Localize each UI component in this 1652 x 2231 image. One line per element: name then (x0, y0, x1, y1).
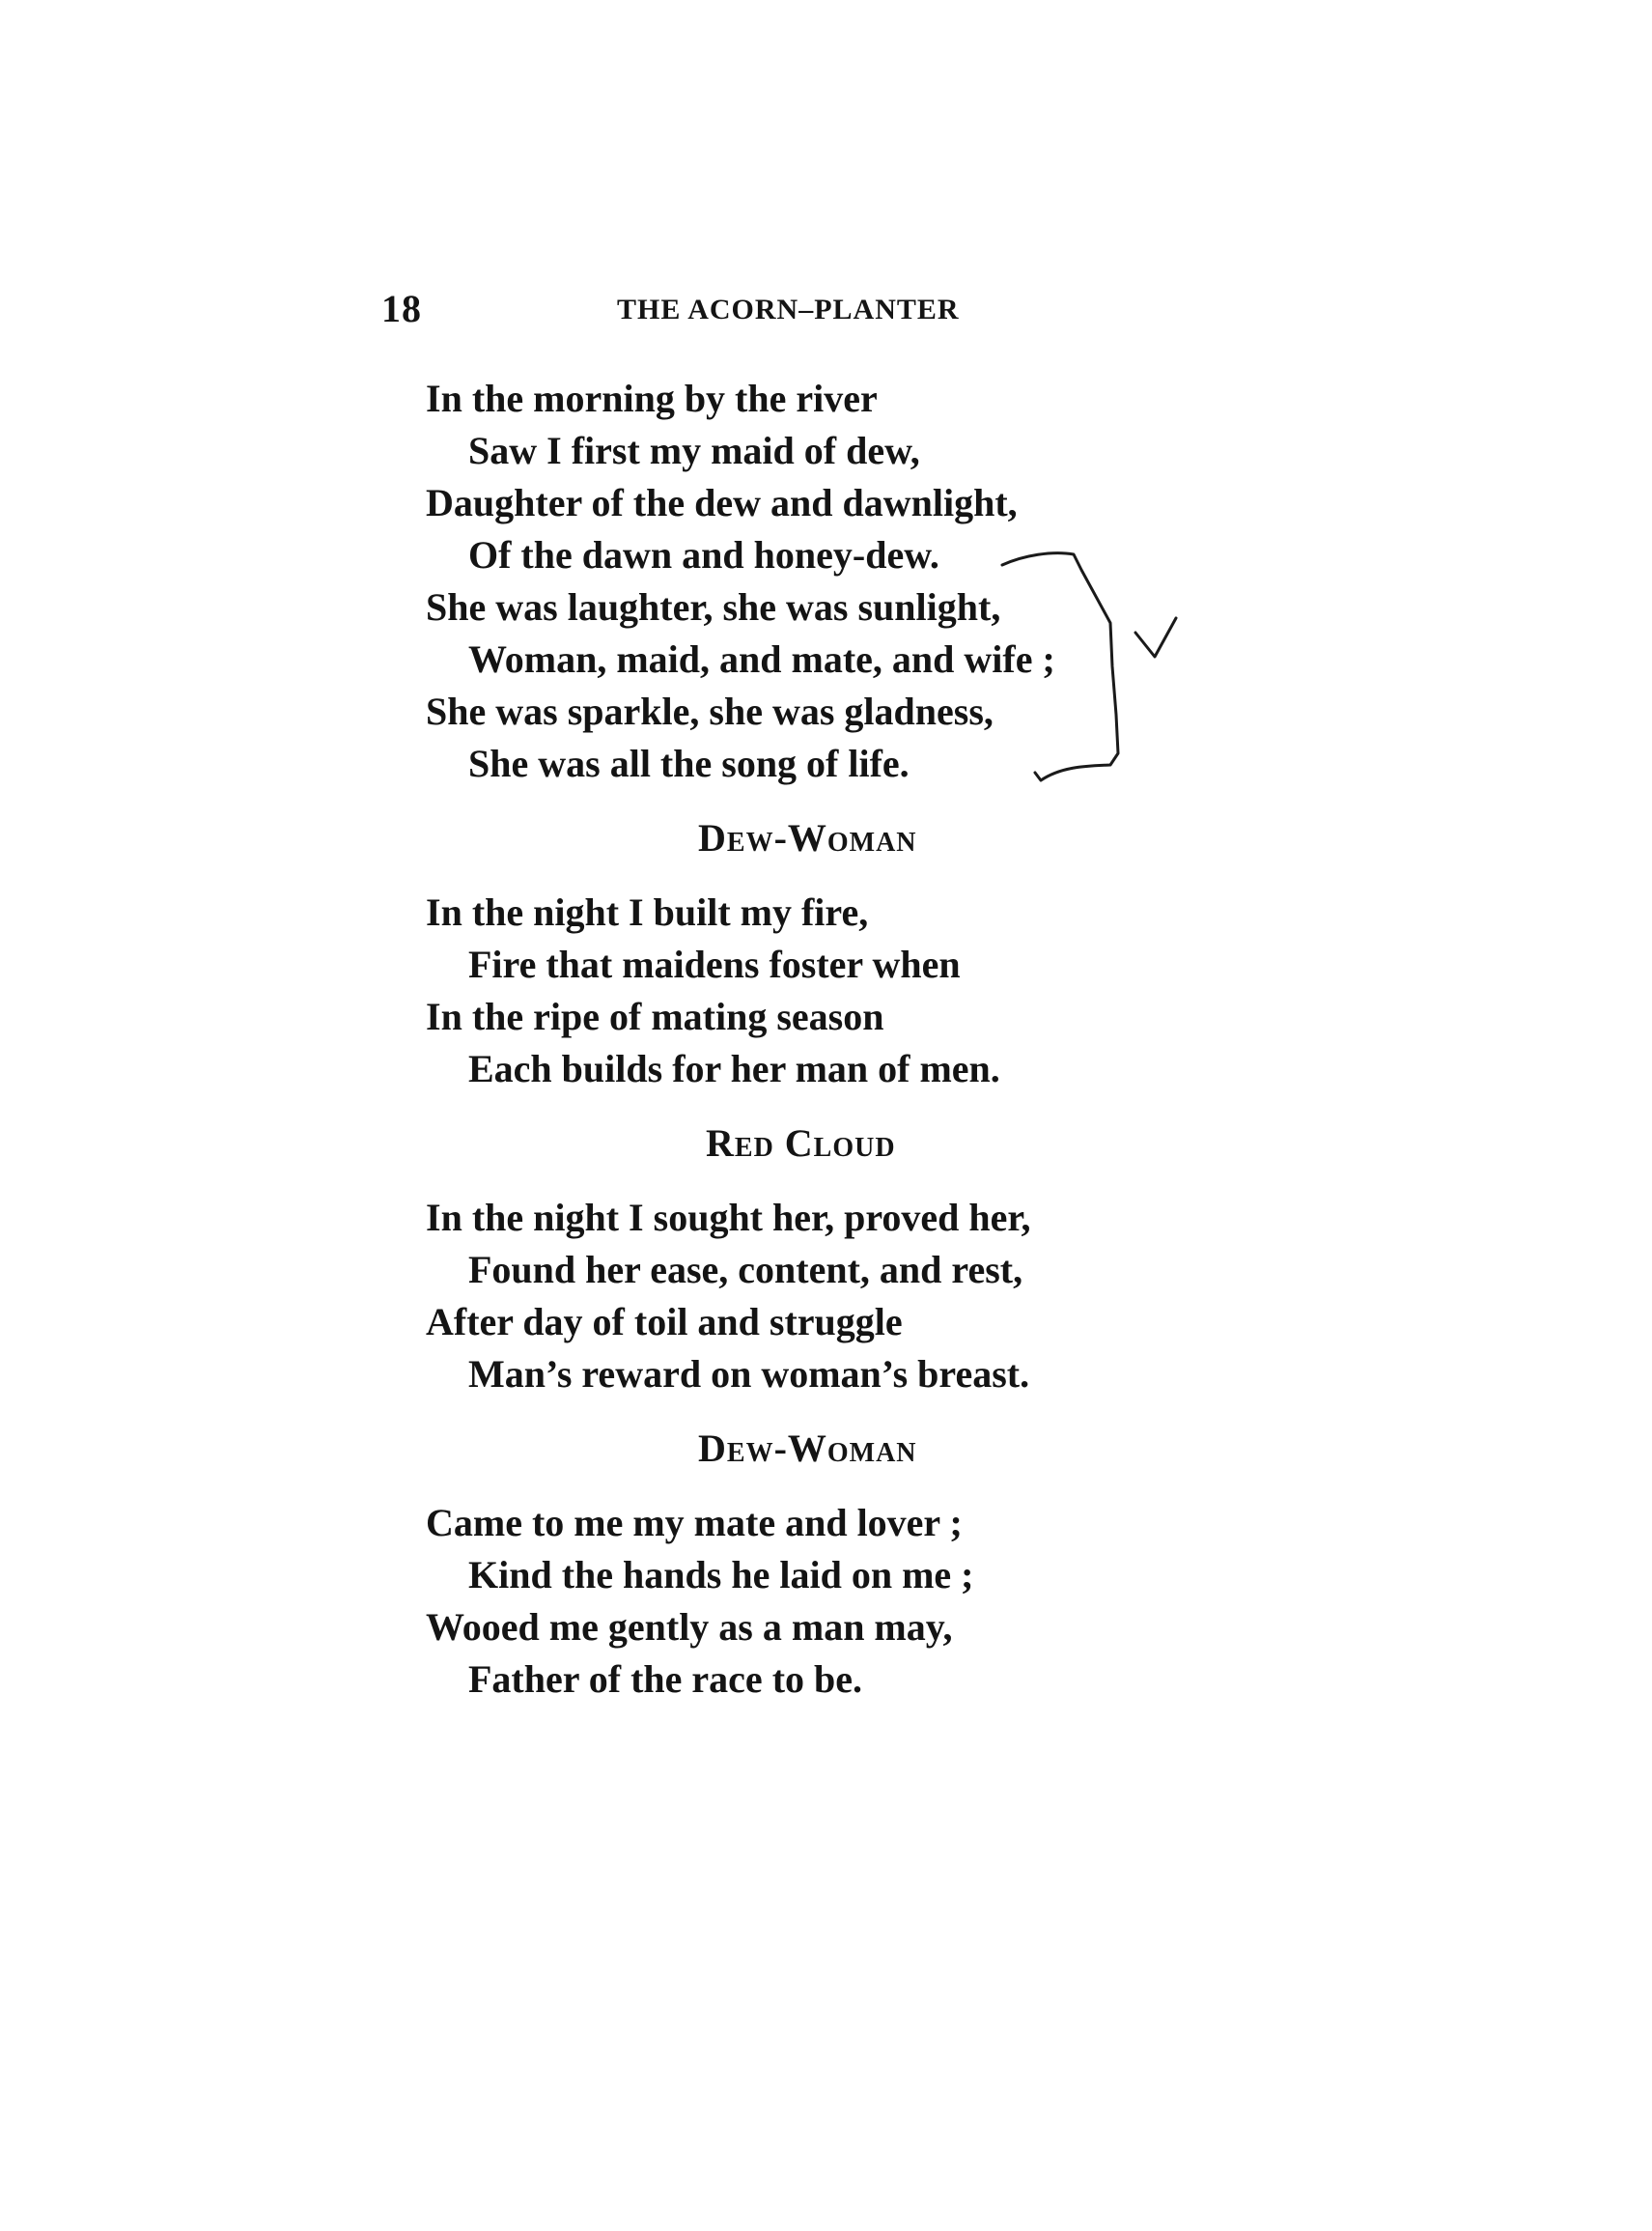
poem-line: Wooed me gently as a man may, (426, 1605, 953, 1649)
poem-line: Saw I first my maid of dew, (468, 429, 920, 472)
speaker-heading-red-cloud: Red Cloud (706, 1121, 896, 1165)
poem-line: Man’s reward on woman’s breast. (468, 1352, 1030, 1396)
page-number: 18 (381, 287, 422, 330)
poem-line: In the morning by the river (426, 377, 878, 420)
poem-line: Father of the race to be. (468, 1657, 863, 1701)
poem (426, 373, 1295, 1706)
poem-line: Daughter of the dew and dawnlight, (426, 481, 1018, 524)
speaker-heading-dew-woman: Dew-Woman (698, 1426, 917, 1470)
poem-line: She was sparkle, she was gladness, (426, 690, 994, 733)
stanza-1 (426, 373, 1295, 790)
poem-line: Kind the hands he laid on me ; (468, 1553, 974, 1596)
speaker-heading-dew-woman: Dew-Woman (698, 816, 917, 860)
running-head (381, 286, 1057, 334)
stanza-2 (426, 887, 1295, 1095)
poem-line: She was laughter, she was sunlight, (426, 585, 1001, 629)
poem-line: In the ripe of mating season (426, 995, 884, 1038)
book-title: THE ACORN–PLANTER (617, 294, 960, 325)
poem-line: In the night I built my fire, (426, 890, 869, 934)
stanza-3 (426, 1192, 1295, 1400)
poem-line: Came to me my mate and lover ; (426, 1501, 963, 1544)
poem-line: Of the dawn and honey-dew. (468, 533, 939, 577)
poem-line: In the night I sought her, proved her, (426, 1196, 1031, 1239)
poem-line: She was all the song of life. (468, 742, 910, 785)
stanza-4 (426, 1497, 1295, 1706)
poem-line: Fire that maidens foster when (468, 943, 961, 986)
poem-line: After day of toil and struggle (426, 1300, 903, 1343)
poem-line: Found her ease, content, and rest, (468, 1248, 1023, 1291)
poem-line: Woman, maid, and mate, and wife ; (468, 637, 1055, 681)
poem-line: Each builds for her man of men. (468, 1047, 1000, 1090)
